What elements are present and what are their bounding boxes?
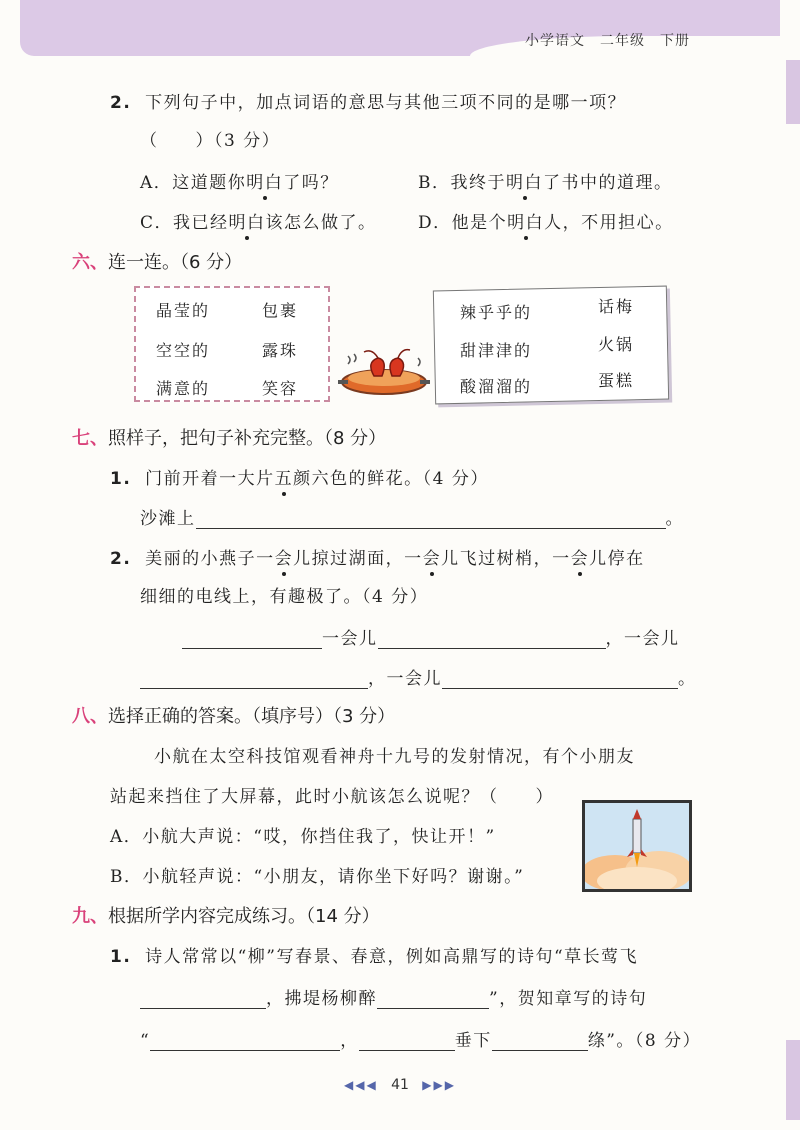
next-arrows-icon: ▶▶▶: [422, 1078, 456, 1092]
s7-q1-answer-line[interactable]: [196, 510, 666, 529]
q2-option-b[interactable]: B．我终于明白了书中的道理。: [418, 168, 673, 193]
header-text: 小学语文 二年级 下册: [525, 33, 690, 49]
right-noun-2[interactable]: 火锅: [598, 335, 635, 354]
s8-para-2: 站起来挡住了大屏幕，此时小航该怎么说呢？（ ）: [110, 787, 554, 807]
section-7-title: 七、照样子，把句子补充完整。（8 分）: [72, 428, 387, 449]
s7-q1-example: 1. 门前开着一大片五颜六色的鲜花。（4 分）: [110, 464, 489, 489]
left-adj-3[interactable]: 满意的: [156, 379, 211, 398]
s9-q1-line2: ，拂堤杨柳醉 ”，贺知章写的诗句: [140, 984, 647, 1009]
section-9-title: 九、根据所学内容完成练习。（14 分）: [72, 906, 380, 927]
q2-option-a[interactable]: A．这道题你明白了吗？: [140, 168, 339, 193]
right-noun-3[interactable]: 蛋糕: [598, 371, 635, 390]
s8-para-1: 小航在太空科技馆观看神舟十九号的发射情况，有个小朋友: [154, 747, 635, 767]
left-noun-1[interactable]: 包裹: [262, 301, 299, 320]
right-noun-1[interactable]: 话梅: [598, 297, 635, 316]
right-adj-2[interactable]: 甜津津的: [460, 341, 533, 360]
page-footer: [0, 1077, 800, 1093]
section-8-title: 八、选择正确的答案。（填序号）（3 分）: [72, 706, 396, 727]
s7-q2-blank-1[interactable]: [182, 630, 322, 649]
s9-blank-3[interactable]: [150, 1032, 340, 1051]
page-number: 41: [391, 1077, 409, 1093]
s7-q2-fill-row1: 一会儿 ，一会儿: [182, 624, 680, 649]
q2-option-c[interactable]: C．我已经明白该怎么做了。: [140, 208, 377, 233]
side-tab: [786, 60, 800, 124]
right-adj-1[interactable]: 辣乎乎的: [460, 303, 533, 322]
prev-arrows-icon: ◀◀◀: [344, 1078, 378, 1092]
section-6-title: 六、连一连。（6 分）: [72, 252, 243, 273]
q2-stem: 2. 下列句子中，加点词语的意思与其他三项不同的是哪一项？: [110, 93, 627, 113]
s8-option-a[interactable]: A．小航大声说：“哎，你挡住我了，快让开！”: [110, 827, 496, 847]
s7-q2-blank-2[interactable]: [378, 630, 606, 649]
s9-blank-1[interactable]: [140, 990, 266, 1009]
rocket-launch-icon: [582, 800, 692, 892]
s7-q2-blank-4[interactable]: [442, 670, 678, 689]
right-adj-3[interactable]: 酸溜溜的: [460, 377, 533, 396]
s8-option-b[interactable]: B．小航轻声说：“小朋友，请你坐下好吗？谢谢。”: [110, 867, 525, 887]
left-noun-3[interactable]: 笑容: [262, 379, 299, 398]
q2-answer-paren[interactable]: （ ）（3 分）: [140, 131, 281, 151]
left-adj-1[interactable]: 晶莹的: [156, 301, 211, 320]
s7-q1-answer-row: 沙滩上 。: [140, 509, 684, 529]
left-noun-2[interactable]: 露珠: [262, 341, 299, 360]
s7-q2-blank-3[interactable]: [140, 670, 368, 689]
s9-blank-5[interactable]: [492, 1032, 588, 1051]
s9-blank-4[interactable]: [359, 1032, 455, 1051]
s9-blank-2[interactable]: [377, 990, 489, 1009]
s7-q2-fill-row2: ，一会儿 。: [140, 664, 697, 689]
s9-q1-line3: “ ， 垂下 绦”。（8 分）: [140, 1031, 702, 1051]
s9-q1-line1: 1. 诗人常常以“柳”写春景、春意，例如高鼎写的诗句“草长莺飞: [110, 947, 639, 967]
s7-q2-example: 2. 美丽的小燕子一会儿掠过湖面，一会儿飞过树梢，一会儿停在: [110, 544, 645, 569]
left-adj-2[interactable]: 空空的: [156, 341, 211, 360]
s7-q2-line2: 细细的电线上，有趣极了。（4 分）: [140, 587, 429, 607]
hotpot-with-shrimp-icon: [334, 344, 434, 400]
q2-option-d[interactable]: D．他是个明白人，不用担心。: [418, 208, 674, 233]
